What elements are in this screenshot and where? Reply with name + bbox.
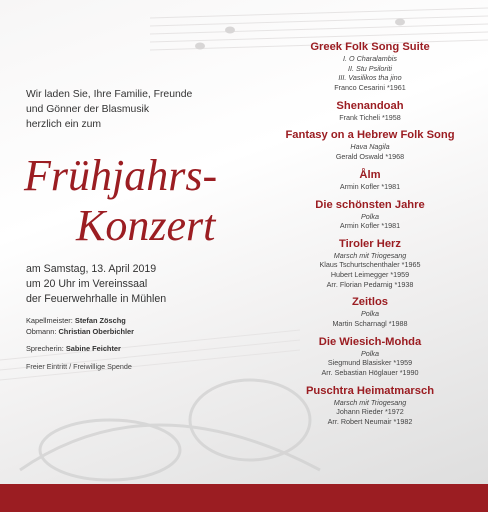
bottom-bar <box>0 484 488 512</box>
program-list <box>270 40 470 433</box>
piece-title: Shenandoah <box>336 99 404 112</box>
title-line-2: Konzert <box>76 201 216 250</box>
piece-subtitle: Hava Nagila <box>350 142 390 152</box>
piece-subtitle: I. O Charalambis <box>343 54 397 63</box>
piece-composer: Siegmund Blasisker *1959 <box>327 358 413 368</box>
event-location: der Feuerwehrhalle in Mühlen <box>26 293 167 305</box>
piece-composer: Johann Rieder *1972 <box>336 407 404 417</box>
piece-title: Die Wiesich-Mohda <box>318 335 422 348</box>
sprecherin: Sprecherin: Sabine Feichter <box>26 344 121 354</box>
piece-subtitle: Polka <box>361 211 379 221</box>
piece-subtitle: III. Vasilikos tha jino <box>338 73 402 83</box>
piece-composer: Martin Scharnagl *1988 <box>332 319 408 329</box>
piece-title: Zeitlos <box>351 296 389 309</box>
piece-composer: Arr. Robert Neumair *1982 <box>327 416 413 426</box>
piece-subtitle: II. Stu Psiloriti <box>348 63 392 73</box>
piece-subtitle: Polka <box>361 309 379 319</box>
piece-composer: Armin Kofler *1981 <box>339 181 401 191</box>
piece-title: Tiroler Herz <box>339 237 401 250</box>
piece-composer: Klaus Tschurtschenthaler *1965 <box>319 260 421 270</box>
program-piece <box>270 99 470 123</box>
invitation-line: Wir laden Sie, Ihre Familie, Freunde <box>26 89 193 100</box>
program-piece <box>270 198 470 231</box>
piece-composer: Gerald Oswald *1968 <box>335 151 405 161</box>
program-piece <box>270 384 470 427</box>
piece-composer: Franco Cesarini *1961 <box>334 82 406 92</box>
invitation-text <box>26 87 226 132</box>
program-piece <box>270 237 470 289</box>
piece-title: Ålm <box>359 168 381 181</box>
invitation-line: herzlich ein zum <box>26 119 102 130</box>
program-piece <box>270 295 470 328</box>
piece-title: Fantasy on a Hebrew Folk Song <box>285 129 455 142</box>
event-time: um 20 Uhr im Vereinssaal <box>26 278 148 290</box>
title-line-1: Frühjahrs- <box>24 151 218 200</box>
piece-subtitle: Polka <box>361 348 379 358</box>
piece-composer: Hubert Leimegger *1959 <box>330 270 410 280</box>
program-piece <box>270 168 470 192</box>
piece-composer: Arr. Sebastian Höglauer *1990 <box>321 368 419 377</box>
obmann: Obmann: Christian Oberbichler <box>26 326 135 336</box>
concert-title <box>18 142 228 252</box>
piece-composer: Frank Ticheli *1958 <box>339 112 401 122</box>
piece-subtitle: Marsch mit Triogesang <box>333 250 407 260</box>
piece-title: Puschtra Heimatmarsch <box>305 384 435 397</box>
piece-title: Die schönsten Jahre <box>315 198 425 211</box>
piece-subtitle: Marsch mit Triogesang <box>333 397 407 407</box>
admission-note: Freier Eintritt / Freiwillige Spende <box>26 362 132 371</box>
kapellmeister: Kapellmeister: Stefan Zöschg <box>26 316 126 325</box>
credits <box>26 316 236 355</box>
event-date: am Samstag, 13. April 2019 <box>26 263 157 275</box>
piece-title: Greek Folk Song Suite <box>310 41 430 53</box>
piece-composer: Arr. Florian Pedarnig *1938 <box>326 279 414 289</box>
program-piece <box>270 335 470 378</box>
program-piece <box>270 128 470 161</box>
invitation-line: und Gönner der Blasmusik <box>26 104 150 115</box>
program-piece <box>270 40 470 92</box>
event-details <box>26 262 226 307</box>
piece-composer: Armin Kofler *1981 <box>339 221 401 231</box>
